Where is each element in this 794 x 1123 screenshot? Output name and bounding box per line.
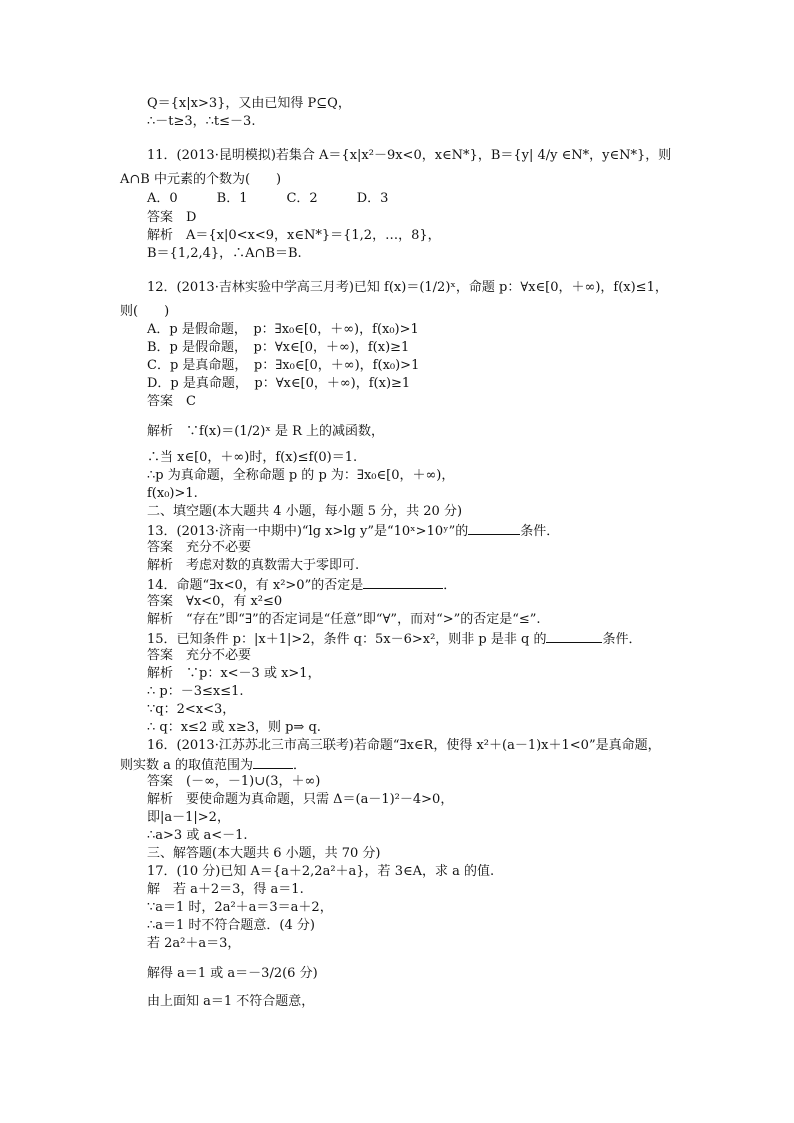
text-line-l08 [147,246,302,262]
line-text: ∵q：2<x<3， [147,702,236,717]
text-line-l23 [147,558,359,574]
line-text: 答案 充分不必要 [147,648,252,663]
line-text: 12．(2013·吉林实验中学高三月考)已知 f(x)＝(1/2)ˣ，命题 p：∀x∈[0，＋∞)，f(x)≤1， [147,280,668,295]
text-line-l42 [147,900,333,916]
line-text: 解 若 a＋2＝3，得 a＝1. [147,882,304,897]
text-line-l11 [147,322,419,338]
text-line-l09 [147,280,668,296]
text-line-l12 [147,340,409,356]
line-text: 答案 ∀x<0，有 x²≤0 [147,594,283,609]
line-text: Q＝{x|x>3}，又由已知得 P⊆Q， [147,96,351,111]
text-line-l32 [147,720,321,736]
text-line-l05 [147,191,388,207]
answer-blank [468,522,520,535]
text-line-l15 [147,394,196,410]
line-text: 答案 充分不必要 [147,540,252,555]
line-text: B＝{1,2,4}，∴A∩B＝B. [147,246,302,261]
text-line-l04 [120,172,281,188]
line-text: 17．(10 分)已知 A＝{a＋2,2a²＋a}，若 3∈A，求 a 的值. [147,864,495,879]
text-line-l20 [147,504,462,520]
line-text: ∴p 为真命题，全称命题 p 的 p 为：∃x₀∈[0，＋∞)， [147,468,455,483]
text-line-l39 [147,846,381,862]
line-text: 即|a－1|>2， [147,810,230,825]
line-text: 答案 (－∞，－1)∪(3，＋∞) [147,774,321,789]
text-line-l10 [120,304,169,320]
line-text: ∴当 x∈[0，＋∞)时，f(x)≤f(0)＝1. [147,450,358,465]
text-line-l25 [147,594,282,610]
text-line-l14 [147,376,410,392]
text-line-l17 [147,450,357,466]
line-text: 15．已知条件 p：|x＋1|>2，条件 q：5x－6>x²，则非 p 是非 q 的 [147,632,547,647]
text-line-l24 [147,576,456,592]
text-line-l03 [147,148,671,164]
text-line-l43 [147,918,315,934]
text-line-l37 [147,810,230,826]
text-line-l30 [147,684,244,700]
answer-blank [546,630,602,643]
text-line-l06 [147,210,196,226]
text-line-l38 [147,828,248,844]
line-text: 16．(2013·江苏苏北三市高三联考)若命题“∃x∈R，使得 x²＋(a－1)x＋1<0”是真命题， [147,738,661,753]
answer-blank [363,576,443,589]
text-line-l28 [147,648,251,664]
line-text: 解析 ∵f(x)＝(1/2)ˣ 是 R 上的减函数， [147,424,385,439]
text-line-l27 [147,630,641,646]
line-text-after-blank: ． [443,578,457,593]
text-line-l40 [147,864,494,880]
line-text: ∴ p：－3≤x≤1. [147,684,244,699]
text-line-l31 [147,702,235,718]
text-line-l19 [147,486,198,502]
line-text: A∩B 中元素的个数为( ) [120,172,282,187]
line-text: 13．(2013·济南一中期中)“lg x>lg y”是“10ˣ>10ʸ”的 [147,524,469,539]
line-text: f(x₀)>1. [147,486,198,501]
text-line-l13 [147,358,419,374]
text-line-l29 [147,666,321,682]
line-text: 若 2a²＋a＝3， [147,936,241,951]
line-text: 解析 要使命题为真命题，只需 Δ＝(a－1)²－4>0， [147,792,454,807]
line-text: 则实数 a 的取值范围为 [120,758,254,773]
text-line-l36 [147,792,453,808]
text-line-l34 [120,756,306,772]
text-line-l46 [147,994,314,1010]
line-text: 则( ) [120,304,170,319]
line-text: A．p 是假命题， p：∃x₀∈[0，＋∞)，f(x₀)>1 [147,322,419,337]
line-text: 三、解答题(本大题共 6 小题，共 70 分) [147,846,381,861]
text-line-l26 [147,612,541,628]
line-text: ∴－t≥3，∴t≤－3. [147,114,256,129]
line-text: C．p 是真命题， p：∃x₀∈[0，＋∞)，f(x₀)>1 [147,358,420,373]
line-text: 解析 ∵p：x<－3 或 x>1， [147,666,321,681]
line-text: D．p 是真命题， p：∀x∈[0，＋∞)，f(x)≥1 [147,376,411,391]
text-line-l07 [147,228,441,244]
line-text: 解析 “存在”即“∃”的否定词是“任意”即“∀”，而对“>”的否定是“≤”. [147,612,541,627]
line-text-after-blank: 条件． [520,524,560,539]
line-text: ∴a>3 或 a<－1. [147,828,248,843]
line-text-after-blank: ． [293,758,307,773]
text-line-l35 [147,774,320,790]
line-text: 11．(2013·昆明模拟)若集合 A＝{x|x²－9x<0，x∈N*}，B＝{y| 4/y ∈N*，y∈N*}，则 [147,148,672,163]
text-line-l16 [147,424,384,440]
text-line-l21 [147,522,559,538]
line-text: 由上面知 a＝1 不符合题意， [147,994,315,1009]
line-text: ∵a＝1 时，2a²＋a＝3＝a＋2， [147,900,333,915]
text-line-l41 [147,882,304,898]
line-text: ∴ q：x≤2 或 x≥3，则 p⇒ q. [147,720,321,735]
line-text: 答案 C [147,394,196,409]
line-text: 答案 D [147,210,197,225]
text-line-l45 [147,966,318,982]
text-line-l18 [147,468,454,484]
line-text-after-blank: 条件． [602,632,642,647]
text-line-l44 [147,936,240,952]
line-text: A．0 B．1 C．2 D．3 [147,191,389,206]
line-text: 解析 考虑对数的真数需大于零即可. [147,558,360,573]
line-text: 14．命题“∃x<0，有 x²>0”的否定是 [147,578,364,593]
line-text: 二、填空题(本大题共 4 小题，每小题 5 分，共 20 分) [147,504,463,519]
line-text: ∴a＝1 时不符合题意．(4 分) [147,918,315,933]
answer-blank [253,756,293,769]
text-line-l02 [147,114,255,130]
line-text: 解析 A＝{x|0<x<9，x∈N*}＝{1,2，…，8}， [147,228,441,243]
line-text: 解得 a＝1 或 a＝－3/2(6 分) [147,966,318,981]
line-text: B．p 是假命题， p：∀x∈[0，＋∞)，f(x)≥1 [147,340,410,355]
text-line-l33 [147,738,661,754]
text-line-l01 [147,96,351,112]
text-line-l22 [147,540,251,556]
